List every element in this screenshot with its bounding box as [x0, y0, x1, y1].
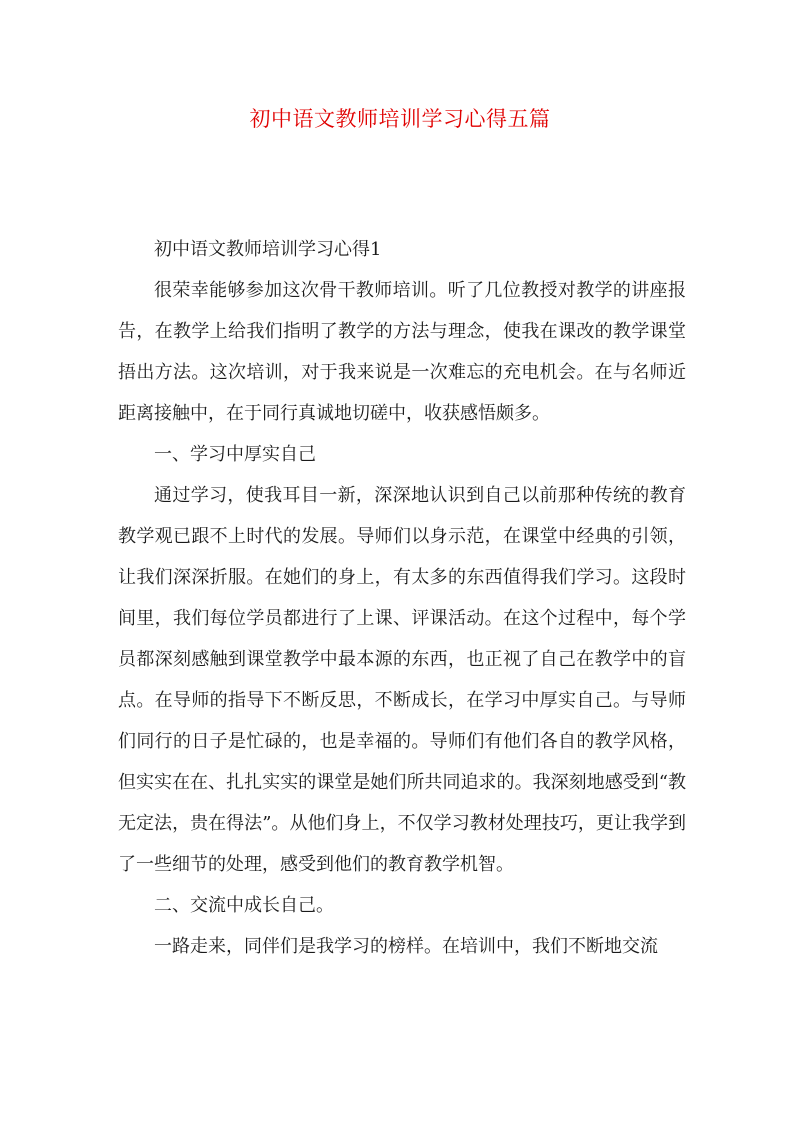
body-paragraph: 很荣幸能够参加这次骨干教师培训。听了几位教授对教学的讲座报告，在教学上给我们指明了教学的方法与理念，使我在课改的教学课堂捂出方法。这次培训，对于我来说是一次难忘的充电机会。在与名师近距离接触中，在于同行真诚地切磋中，收获感悟颇多。	[118, 280, 686, 424]
body-paragraph: 一路走来，同伴们是我学习的榜样。在培训中，我们不断地交流	[154, 936, 658, 957]
document-body	[118, 229, 686, 967]
body-paragraph: 通过学习，使我耳目一新，深深地认识到自己以前那种传统的教育教学观已跟不上时代的发展。导师们以身示范，在课堂中经典的引领，让我们深深折服。在她们的身上，有太多的东西值得我们学习。这段时间里，我们每位学员都进行了上课、评课活动。在这个过程中，每个学员都深刻感触到课堂教学中最本源的东西，也正视了自己在教学中的盲点。在导师的指导下不断反思，不断成长，在学习中厚实自己。与导师们同行的日子是忙碌的，也是幸福的。导师们有他们各自的教学风格，但实实在在、扎扎实实的课堂是她们所共同追求的。我深刻地感受到“教无定法，贵在得法”。从他们身上，不仅学习教材处理技巧，更让我学到了一些细节的处理，感受到他们的教育教学机智。	[118, 485, 686, 875]
document-title: 初中语文教师培训学习心得五篇	[249, 107, 551, 131]
section-heading: 初中语文教师培训学习心得1	[154, 239, 382, 260]
section-heading: 一、学习中厚实自己	[154, 444, 316, 465]
section-heading: 二、交流中成长自己。	[154, 895, 334, 916]
